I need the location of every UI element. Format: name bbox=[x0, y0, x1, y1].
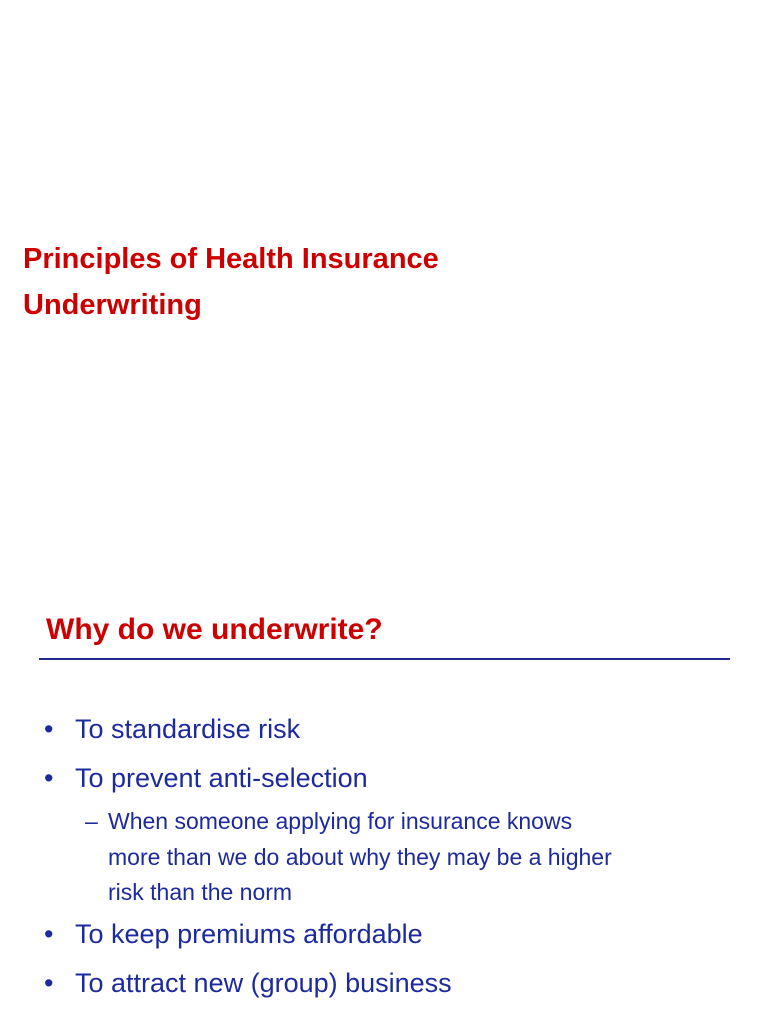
list-item bbox=[44, 712, 744, 747]
bullet-icon: • bbox=[44, 763, 54, 793]
bullet-icon: • bbox=[44, 967, 54, 998]
bullet-list bbox=[44, 712, 744, 1015]
bullet-text: To prevent anti-selection bbox=[75, 763, 368, 793]
heading-divider bbox=[39, 658, 730, 660]
document-title-line: Underwriting bbox=[23, 289, 202, 321]
dash-icon: – bbox=[85, 808, 98, 834]
bullet-text: To attract new (group) business bbox=[75, 967, 452, 998]
sub-bullet-line: When someone applying for insurance knows bbox=[108, 808, 573, 834]
document-title-line: Principles of Health Insurance bbox=[23, 243, 439, 275]
slide-heading: Why do we underwrite? bbox=[46, 613, 383, 646]
bullet-icon: • bbox=[44, 918, 54, 949]
list-item bbox=[44, 917, 744, 952]
bullet-text: To keep premiums affordable bbox=[75, 918, 423, 949]
sub-bullet-line: more than we do about why they may be a higher bbox=[108, 843, 612, 870]
list-item bbox=[44, 966, 744, 1001]
sub-bullet-line: risk than the norm bbox=[108, 879, 293, 905]
list-item bbox=[44, 761, 744, 796]
document-title bbox=[23, 236, 743, 328]
sub-list-item bbox=[44, 804, 728, 911]
bullet-icon: • bbox=[44, 714, 54, 744]
bullet-text: To standardise risk bbox=[75, 714, 301, 744]
